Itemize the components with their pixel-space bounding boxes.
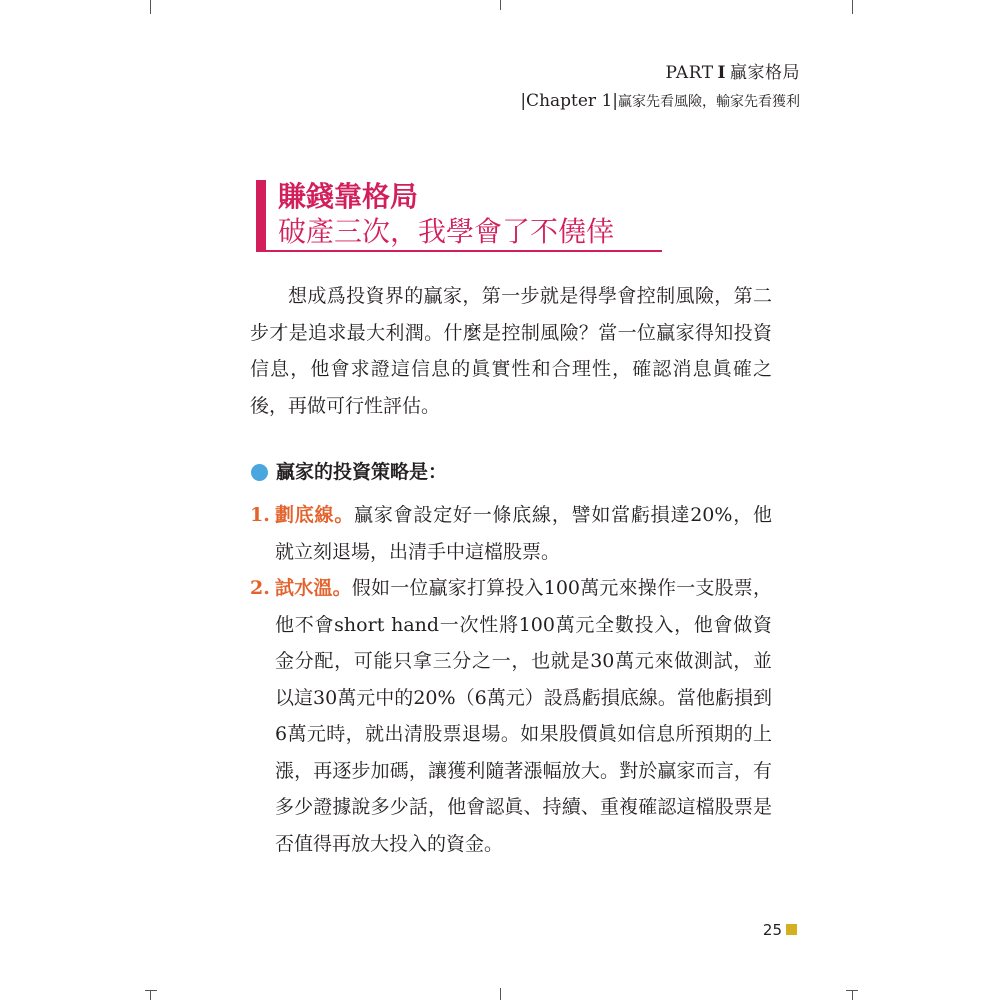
list-item-separator: 。 bbox=[334, 504, 355, 526]
part-label: PART bbox=[665, 63, 714, 83]
crop-mark-bottom-left-h bbox=[145, 990, 157, 991]
section-heading bbox=[256, 180, 662, 252]
running-header bbox=[520, 62, 800, 113]
list-item bbox=[250, 570, 772, 862]
chapter-line bbox=[520, 90, 800, 113]
intro-paragraph: 想成爲投資界的贏家，第一步就是得學會控制風險，第二步才是追求最大利潤。什麼是控制風險？當一位贏家得知投資信息，他會求證這信息的眞實性和合理性，確認消息眞確之後，再做可行性評估。 bbox=[250, 285, 772, 417]
bullet-circle-icon bbox=[251, 464, 268, 481]
list-item-term: 劃底線 bbox=[275, 504, 335, 526]
crop-mark-bottom-left-v bbox=[150, 990, 151, 1000]
list-item-number: 1. bbox=[250, 504, 270, 526]
strategy-heading bbox=[251, 456, 447, 488]
list-item-term: 試水溫 bbox=[275, 577, 333, 599]
section-subtitle: 破產三次，我學會了不僥倖 bbox=[278, 215, 615, 248]
part-title: 贏家格局 bbox=[730, 63, 800, 83]
crop-mark-top-left bbox=[150, 0, 151, 14]
crop-mark-top-right bbox=[852, 0, 853, 14]
crop-mark-top-center bbox=[500, 0, 501, 10]
chapter-title: 贏家先看風險，輸家先看獲利 bbox=[618, 94, 800, 110]
heading-accent-bar bbox=[256, 180, 266, 252]
list-item-text: 贏家會設定好一條底線，譬如當虧損達20%，他就立刻退場，出清手中這檔股票。 bbox=[275, 504, 772, 563]
list-item-number: 2. bbox=[250, 577, 270, 599]
crop-mark-bottom-right-h bbox=[846, 990, 858, 991]
page-number-square-icon bbox=[786, 924, 797, 935]
part-number: I bbox=[717, 63, 726, 83]
chapter-label: |Chapter 1| bbox=[520, 91, 618, 111]
crop-mark-bottom-right-v bbox=[852, 990, 853, 1000]
part-line bbox=[520, 62, 800, 84]
crop-mark-bottom-center bbox=[500, 988, 501, 1000]
list-item-separator: 。 bbox=[332, 577, 352, 599]
heading-underline bbox=[256, 250, 662, 252]
page-number: 25 bbox=[762, 921, 782, 939]
strategy-heading-text: 贏家的投資策略是： bbox=[276, 461, 448, 483]
list-item-text: 假如一位贏家打算投入100萬元來操作一支股票，他不會short hand一次性將100萬元全數投入，他會做資金分配，可能只拿三分之一，也就是30萬元來做測試，並以這30萬元中的20%（6萬元）設爲虧損底線。當他虧損到6萬元時，就出清股票退場。如果股價眞如信息所預期的上漲，再逐步加碼，讓獲利隨著漲幅放大。對於贏家而言，有多少證據說多少話，他會認眞、持續、重複確認這檔股票是否值得再放大投入的資金。 bbox=[275, 577, 772, 855]
section-title: 賺錢靠格局 bbox=[278, 180, 419, 213]
strategy-list bbox=[250, 497, 772, 862]
list-item bbox=[250, 497, 772, 570]
